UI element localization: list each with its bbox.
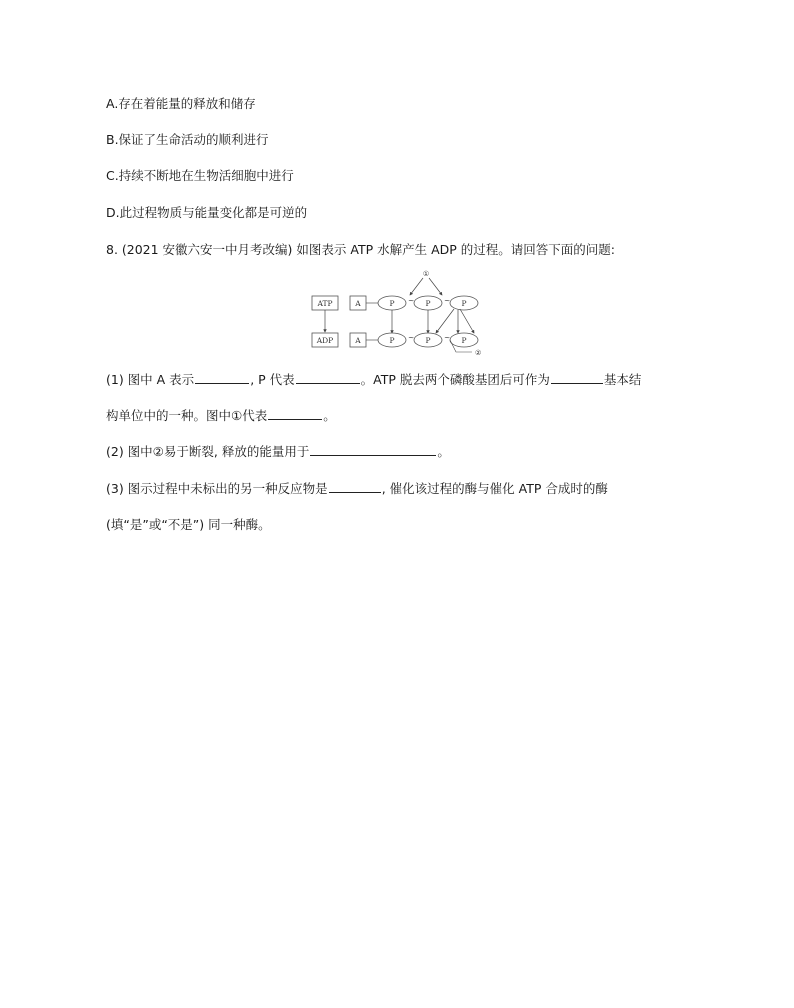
adenosine-label-bottom: A bbox=[355, 336, 361, 345]
svg-text:P: P bbox=[425, 336, 431, 345]
sub-question-3-line-2: (填“是”或“不是”) 同一种酶。 bbox=[106, 517, 271, 532]
svg-text:~: ~ bbox=[444, 296, 451, 305]
svg-text:P: P bbox=[461, 336, 467, 345]
atp-hydrolysis-diagram bbox=[308, 266, 498, 362]
atp-box-label: ATP bbox=[317, 299, 333, 308]
answer-blank-structure[interactable] bbox=[551, 371, 603, 384]
answer-blank-marker1[interactable] bbox=[268, 407, 322, 420]
svg-text:P: P bbox=[389, 336, 395, 345]
svg-text:~: ~ bbox=[408, 333, 415, 342]
option-b: B.保证了生命活动的顺利进行 bbox=[106, 132, 269, 147]
sub-question-1-line-1: (1) 图中 A 表示 , P 代表 。ATP 脱去两个磷酸基团后可作为 基本结 bbox=[106, 372, 642, 387]
sub-question-3-line-1: (3) 图示过程中未标出的另一种反应物是 , 催化该过程的酶与催化 ATP 合成时的酶 bbox=[106, 481, 608, 496]
sub-question-2: (2) 图中②易于断裂, 释放的能量用于 。 bbox=[106, 444, 450, 459]
marker-2: ② bbox=[475, 349, 482, 357]
option-d: D.此过程物质与能量变化都是可逆的 bbox=[106, 205, 308, 220]
option-a: A.存在着能量的释放和储存 bbox=[106, 96, 256, 111]
answer-blank-p[interactable] bbox=[296, 371, 360, 384]
sub-question-1-line-2: 构单位中的一种。图中①代表 。 bbox=[106, 408, 336, 423]
adenosine-label-top: A bbox=[355, 299, 361, 308]
svg-text:P: P bbox=[389, 299, 395, 308]
answer-blank-energy-use[interactable] bbox=[310, 443, 436, 456]
answer-blank-a[interactable] bbox=[195, 371, 249, 384]
question8-stem: 8. (2021 安徽六安一中月考改编) 如图表示 ATP 水解产生 ADP 的过程。请回答下面的问题: bbox=[106, 242, 615, 257]
svg-text:P: P bbox=[461, 299, 467, 308]
svg-text:~: ~ bbox=[408, 296, 415, 305]
option-c: C.持续不断地在生物活细胞中进行 bbox=[106, 168, 294, 183]
answer-blank-reactant[interactable] bbox=[329, 480, 381, 493]
svg-text:~: ~ bbox=[444, 333, 451, 342]
marker-1: ① bbox=[422, 270, 430, 278]
svg-text:P: P bbox=[425, 299, 431, 308]
adp-box-label: ADP bbox=[316, 336, 334, 345]
